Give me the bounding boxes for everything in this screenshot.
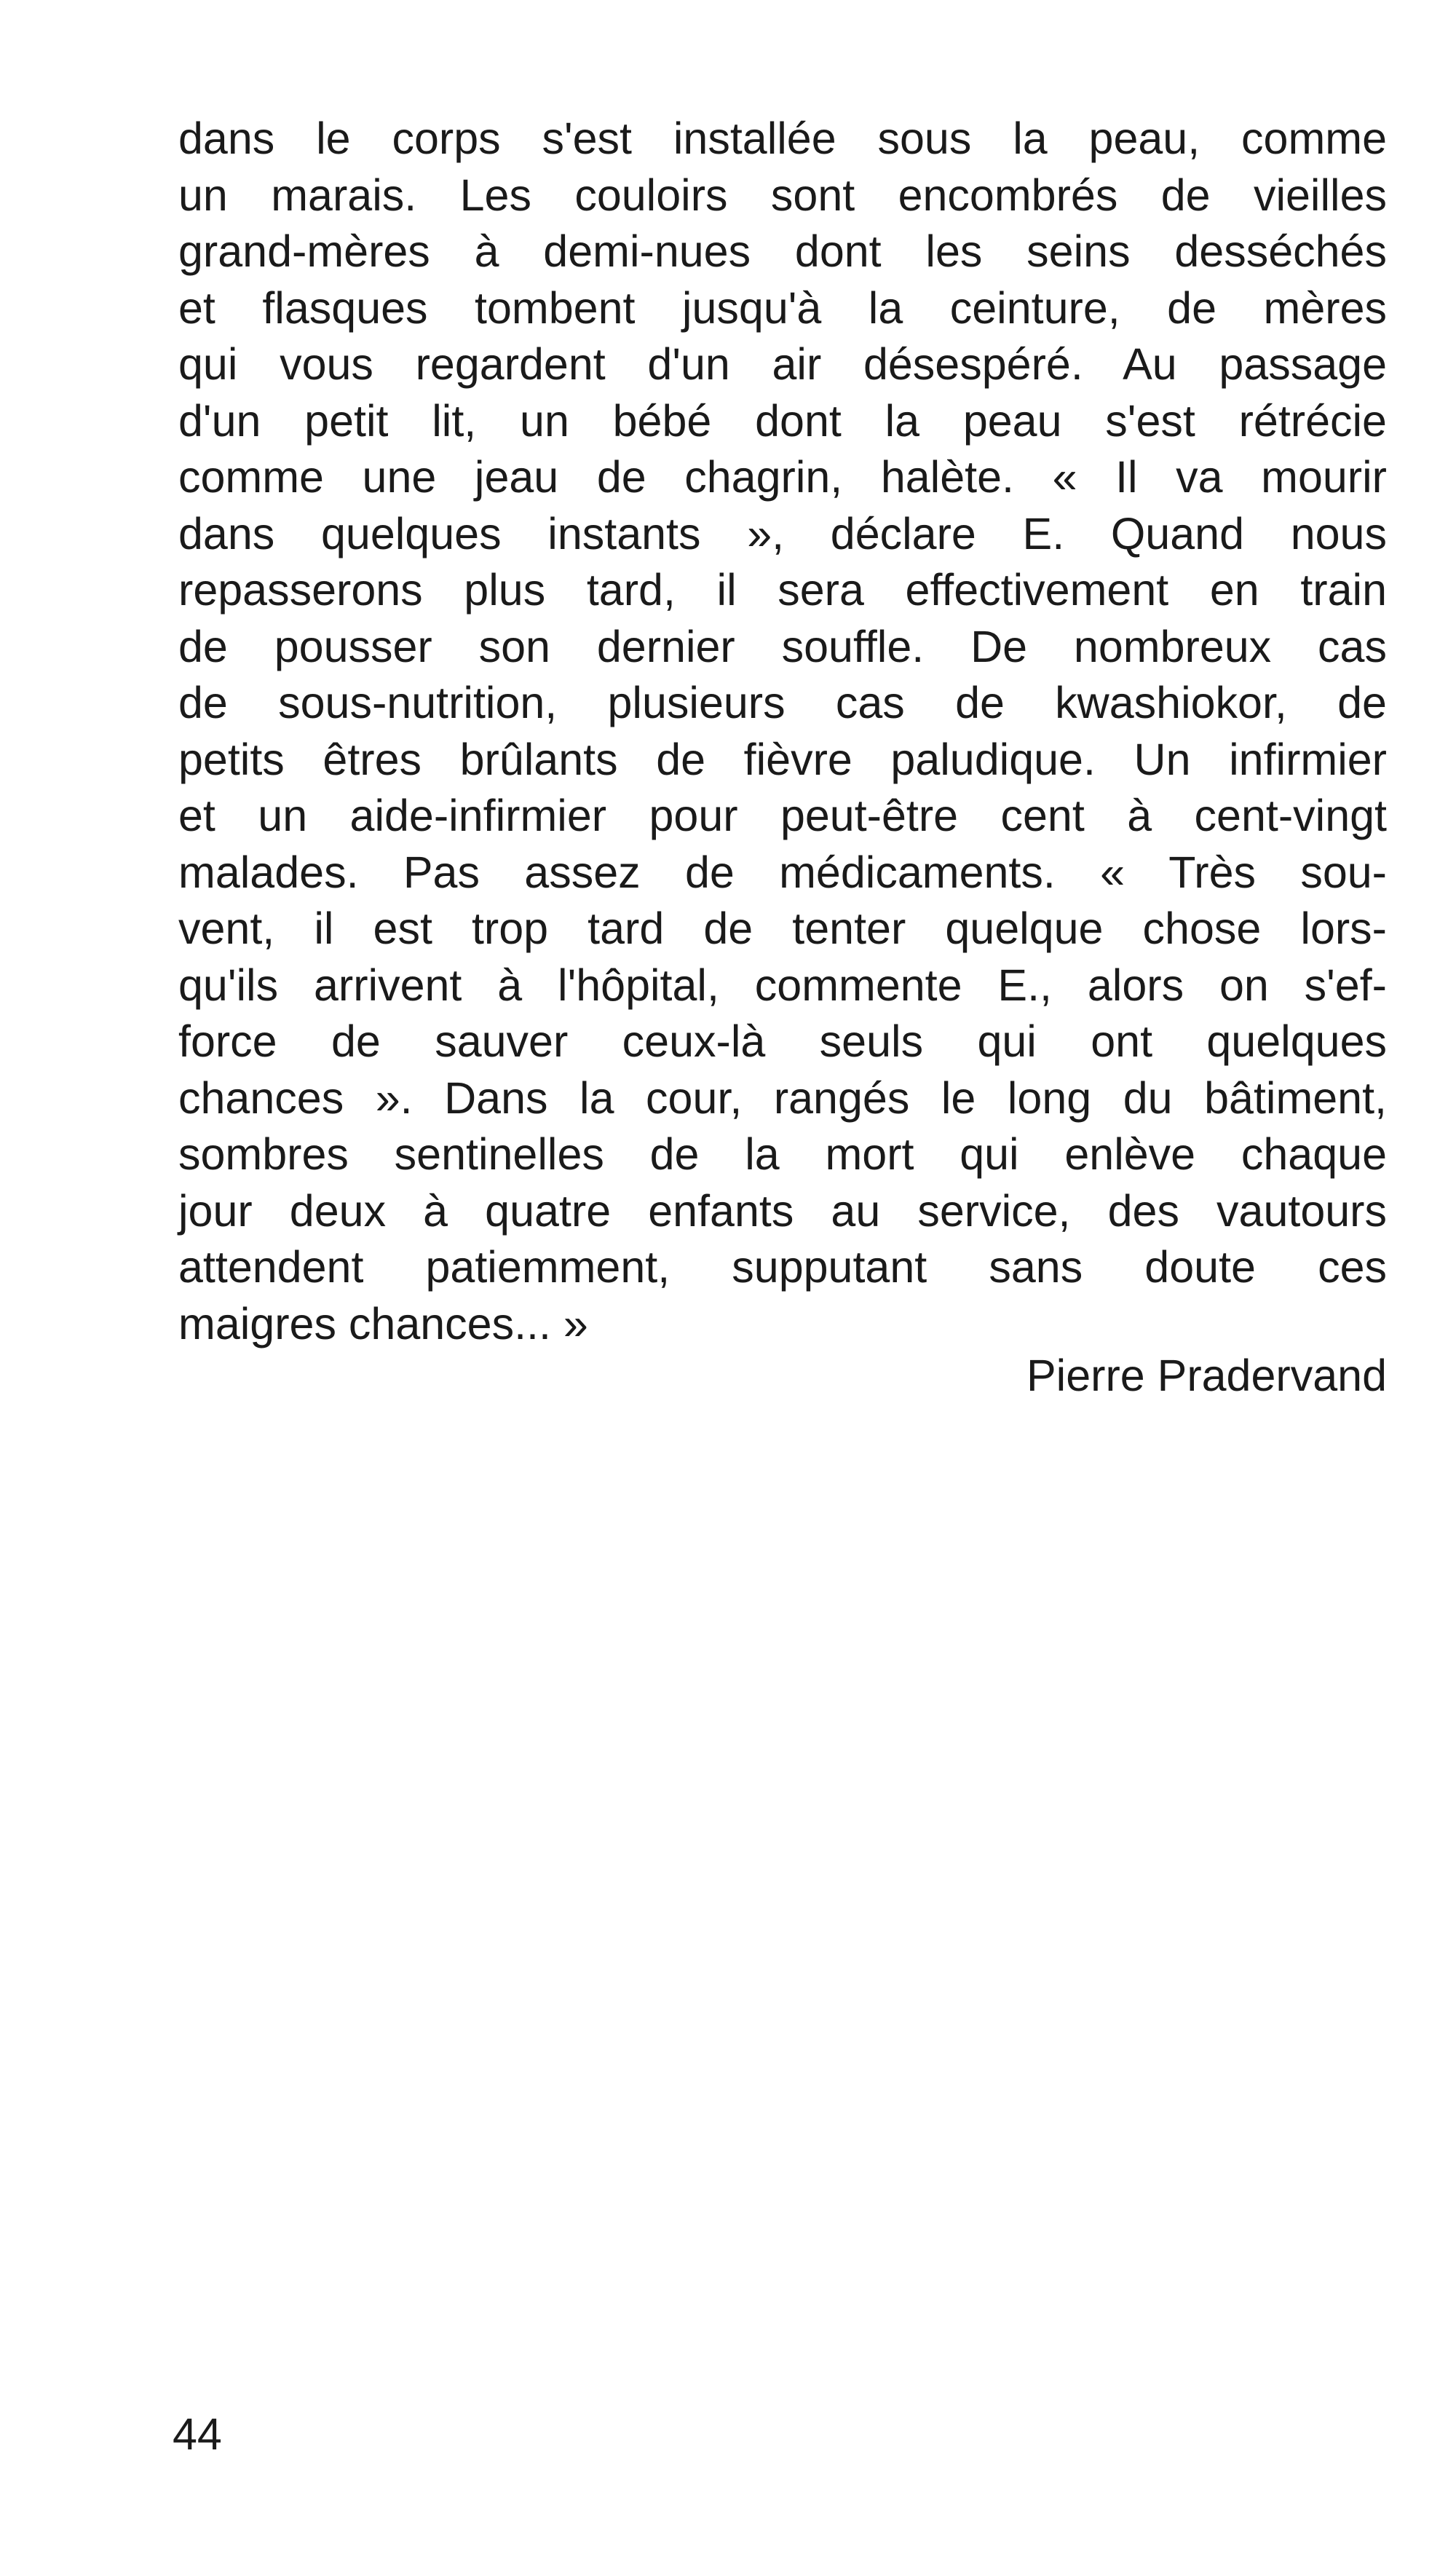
text-line: de pousser son dernier souffle. De nombreux cas xyxy=(178,621,1387,671)
text-line: et un aide-infirmier pour peut-être cent à cent-vingt xyxy=(178,791,1387,840)
text-line: grand-mères à demi-nues dont les seins desséchés xyxy=(178,226,1387,276)
text-line: de sous-nutrition, plusieurs cas de kwashiokor, de xyxy=(178,678,1387,727)
text-line: qu'ils arrivent à l'hôpital, commente E., alors on s'ef- xyxy=(178,960,1387,1010)
text-line: comme une jeau de chagrin, halète. « Il va mourir xyxy=(178,452,1387,502)
text-line: repasserons plus tard, il sera effectivement en train xyxy=(178,565,1387,615)
page-number: 44 xyxy=(173,2409,222,2459)
text-line: et flasques tombent jusqu'à la ceinture, de mères xyxy=(178,283,1387,333)
text-line: qui vous regardent d'un air désespéré. Au passage xyxy=(178,339,1387,389)
text-line: attendent patiemment, supputant sans doute ces xyxy=(178,1242,1387,1292)
text-line: malades. Pas assez de médicaments. « Très sou- xyxy=(178,847,1387,897)
text-line: dans le corps s'est installée sous la peau, comme xyxy=(178,114,1387,163)
text-line: dans quelques instants », déclare E. Quand nous xyxy=(178,508,1387,558)
body-text xyxy=(178,111,1387,1352)
text-line: chances ». Dans la cour, rangés le long du bâtiment, xyxy=(178,1073,1387,1123)
author-signature: Pierre Pradervand xyxy=(1026,1351,1387,1400)
text-line: sombres sentinelles de la mort qui enlève chaque xyxy=(178,1129,1387,1179)
text-line: un marais. Les couloirs sont encombrés de vieilles xyxy=(178,170,1387,220)
text-line: maigres chances... » xyxy=(178,1298,588,1348)
text-line: force de sauver ceux-là seuls qui ont quelques xyxy=(178,1016,1387,1066)
text-line: d'un petit lit, un bébé dont la peau s'est rétrécie xyxy=(178,395,1387,446)
text-line: jour deux à quatre enfants au service, des vautours xyxy=(178,1185,1387,1236)
text-line: petits êtres brûlants de fièvre paludique. Un infirmier xyxy=(178,734,1387,784)
text-line: vent, il est trop tard de tenter quelque chose lors- xyxy=(178,904,1387,953)
